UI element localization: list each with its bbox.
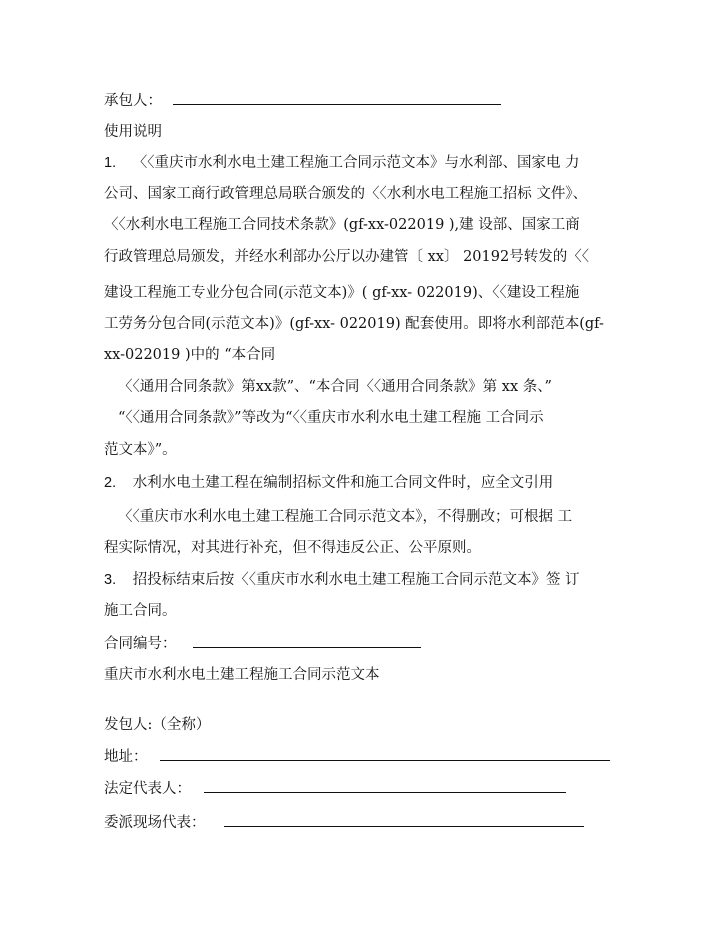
item-2-text-1: 水利水电土建工程在编制招标文件和施工合同文件时，应全文引用 bbox=[132, 475, 554, 491]
site-rep-blank bbox=[224, 813, 584, 827]
item-3-line-1 bbox=[104, 570, 580, 590]
address-label: 地址： bbox=[104, 749, 148, 765]
item-3-line-2: 施工合同。 bbox=[104, 603, 177, 619]
item-1-number: 1. bbox=[104, 155, 117, 171]
contractor-line bbox=[104, 91, 501, 111]
item-2-line-2: 〈〈重庆市水利水电土建工程施工合同示范文本》，不得删改；可根据 工 bbox=[118, 509, 573, 525]
legal-rep-blank bbox=[204, 779, 566, 793]
item-1-line-9: “〈〈通用合同条款》”等改为“〈〈重庆市水利水电土建工程施 工合同示 bbox=[118, 410, 544, 426]
contract-no-line bbox=[104, 634, 421, 654]
doc-title: 重庆市水利水电土建工程施工合同示范文本 bbox=[104, 667, 380, 683]
item-1-line-4: 行政管理总局颁发，并经水利部办公厅以办建管〔 xx〕 20192号转发的〈〈 bbox=[104, 249, 589, 265]
site-rep-line bbox=[104, 813, 584, 833]
site-rep-label: 委派现场代表： bbox=[104, 815, 206, 831]
address-blank bbox=[160, 747, 610, 761]
item-3-text-1: 招投标结束后按〈〈重庆市水利水电土建工程施工合同示范文本》签 订 bbox=[132, 572, 580, 588]
contract-no-label: 合同编号： bbox=[104, 636, 177, 652]
item-1-line-7: xx-022019 )中的 “本合同 bbox=[104, 347, 276, 363]
item-2-number: 2. bbox=[104, 475, 117, 491]
item-1-line-8: 〈〈通用合同条款》第xx款”、“本合同〈〈通用合同条款》第 xx 条、” bbox=[118, 379, 552, 395]
item-3-number: 3. bbox=[104, 572, 117, 588]
item-1-text-1: 〈〈重庆市水利水电土建工程施工合同示范文本》与水利部、国家电 力 bbox=[132, 155, 580, 171]
item-2-line-3: 程实际情况，对其进行补充，但不得违反公正、公平原则。 bbox=[104, 540, 481, 556]
legal-rep-label: 法定代表人： bbox=[104, 781, 191, 797]
item-1-line-6: 工劳务分包合同(示范文本)》(gf-xx- 022019) 配套使用。即将水利部范本(gf- bbox=[104, 316, 604, 332]
item-1-line-3: 〈〈水利水电工程施工合同技术条款》(gf-xx-022019 ),建 设部、国家工商 bbox=[104, 217, 580, 233]
item-1-line-5: 建设工程施工专业分包合同(示范文本)》( gf-xx- 022019)、〈〈建设工程施 bbox=[104, 285, 580, 301]
item-1-line-10: 范文本》”。 bbox=[104, 442, 177, 458]
item-1-line-2: 公司、国家工商行政管理总局联合颁发的〈〈水利水电工程施工招标 文件》、 bbox=[104, 186, 588, 202]
employer-label: 发包人:（全称） bbox=[104, 717, 211, 733]
address-line bbox=[104, 747, 610, 767]
contract-no-blank bbox=[193, 634, 421, 648]
item-2-line-1 bbox=[104, 473, 553, 493]
contractor-blank bbox=[173, 91, 501, 105]
legal-rep-line bbox=[104, 779, 566, 799]
contractor-label: 承包人： bbox=[104, 93, 162, 109]
item-1-line-1 bbox=[104, 153, 580, 173]
usage-heading: 使用说明 bbox=[104, 124, 162, 140]
